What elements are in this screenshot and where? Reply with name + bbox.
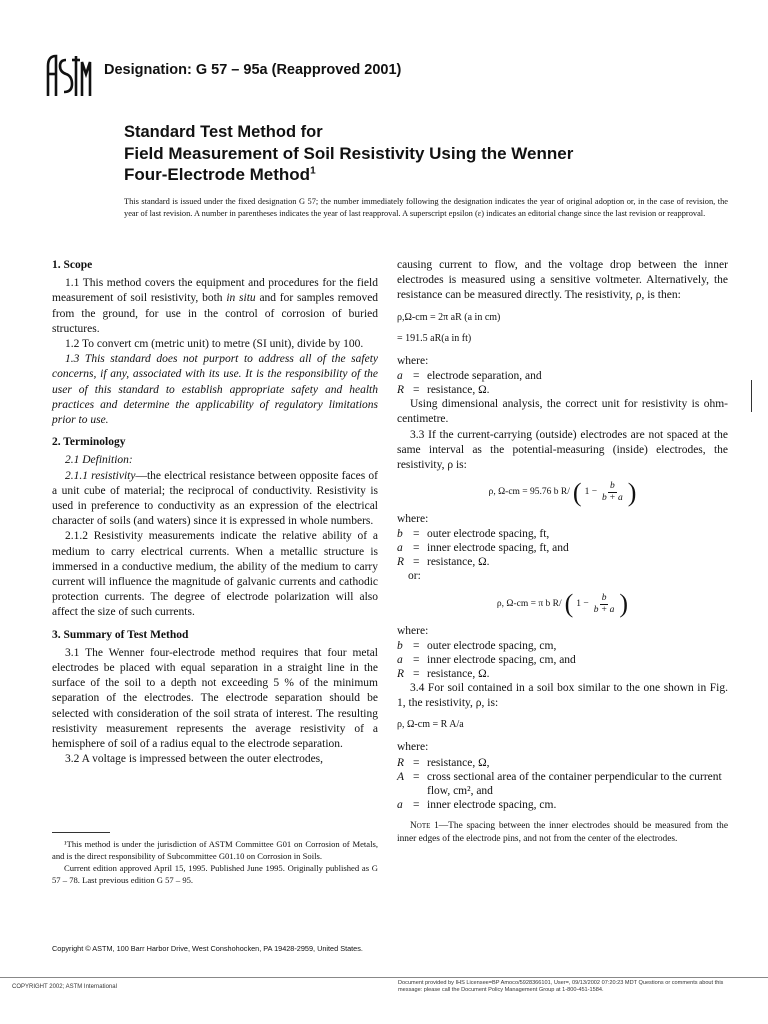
definition-row: [397, 369, 728, 383]
definition-symbol: b: [397, 528, 403, 541]
section-heading-scope: 1. Scope: [52, 259, 93, 271]
note-1-text: —The spacing between the inner electrodes should be measured from the inner edges of the electrode pins, and not from the center of the electrodes.: [397, 820, 728, 844]
definition-symbol: R: [397, 667, 405, 680]
definition-row: [397, 653, 728, 667]
definition-equals: =: [413, 528, 420, 541]
definition-equals: =: [413, 667, 420, 680]
equation-4-lhs: ρ, Ω-cm = π b R/: [496, 598, 562, 609]
paragraph-1-1-end: and for samples removed from the ground, for use in the control of corrosion of buried structures.: [52, 292, 379, 335]
definition-symbol: a: [397, 798, 403, 811]
designation: Designation: G 57 – 95a (Reapproved 2001): [104, 62, 402, 78]
equation-4-denominator: b + a: [593, 604, 615, 615]
definition-equals: =: [413, 384, 420, 397]
equation-3: ρ, Ω-cm = 95.76 b R/ ( 1 − $\frac{b}{b + a}$ ): [488, 477, 637, 507]
definition-text: resistance, Ω.: [427, 667, 490, 680]
equation-3-one: 1 −: [584, 487, 598, 498]
footnote-rule: [52, 832, 110, 833]
footnote-2: Current edition approved April 15, 1995. Published June 1995. Originally published as G 57 – 78. Last previous edition G 57 – 95.: [52, 863, 378, 885]
definition-symbol: b: [397, 639, 403, 652]
definition-text: cross sectional area of the container perpendicular to the current flow, cm², and: [427, 770, 722, 797]
equation-3-denominator: b + a: [602, 493, 623, 504]
where-label-3: where:: [397, 624, 429, 637]
paragraph-3-1: 3.1 The Wenner four-electrode method requires that four metal electrodes be placed with equal separation in a straight line in the surface of the soil to a depth not exceeding 5 % of the minimum separation of the electrodes. The electrode separation should be selected with consideration of the soil strata of interest. The resulting resistivity measurement represents the average resistivity of a hemisphere of soil of a radius equal to the electrode separation.: [52, 646, 378, 751]
definition-row: [397, 527, 728, 541]
title-footnote-mark: 1: [310, 165, 316, 177]
paragraph-1-1-italic: in situ: [226, 292, 256, 305]
definition-text: outer electrode spacing, ft,: [427, 528, 550, 541]
paragraph-1-1: [52, 276, 378, 337]
definition-row: [397, 756, 728, 770]
definition-list-2: [397, 527, 728, 569]
copyright-stamp: COPYRIGHT 2002; ASTM International: [12, 984, 117, 990]
definition-symbol: A: [397, 770, 405, 783]
definition-symbol: a: [397, 370, 403, 383]
paragraph-3-2-start: 3.2 A voltage is impressed between the outer electrodes,: [65, 753, 324, 766]
paragraph-2-1-1: [52, 469, 378, 530]
definition-symbol: a: [397, 653, 403, 666]
definition-equals: =: [413, 542, 420, 555]
or-label: or:: [408, 570, 421, 583]
definition-equals: =: [413, 370, 420, 383]
equation-5: ρ, Ω-cm = R A/a: [397, 719, 464, 731]
title-line-3: [124, 164, 724, 185]
definition-text: inner electrode spacing, ft, and: [427, 542, 569, 555]
right-column: [397, 258, 728, 846]
license-stamp: Document provided by IHS Licensee=BP Amoco/5928366101, User=, 09/13/2002 07:20:23 MDT Questions or comments about this message: please call the Document Policy Management Group at 1-800-451-1584.: [398, 980, 724, 993]
where-label-4: where:: [397, 741, 429, 754]
paragraph-1-3: 1.3 This standard does not purport to address all of the safety concerns, if any, associated with its use. It is the responsibility of the user of this standard to establish appropriate safety and health practices and determine the applicability of regulatory limitations prior to use.: [52, 353, 378, 427]
equation-4: ρ, Ω-cm = π b R/ ( 1 − $\frac{b}{b + a}$ ): [496, 589, 629, 619]
equation-2: = 191.5 aR(a in ft): [397, 332, 472, 344]
definition-equals: =: [413, 639, 420, 652]
definition-row: [397, 667, 728, 681]
definition-equals: =: [413, 756, 420, 769]
definition-equals: =: [413, 770, 420, 783]
definition-symbol: R: [397, 384, 405, 397]
section-heading-terminology: 2. Terminology: [52, 436, 126, 449]
definition-row: [397, 770, 728, 798]
equation-3-lhs: ρ, Ω-cm = 95.76 b R/: [488, 487, 570, 498]
definition-text: outer electrode spacing, cm,: [427, 639, 557, 652]
definition-symbol: R: [397, 556, 405, 569]
definition-symbol: a: [397, 542, 403, 555]
footnotes: [52, 838, 378, 886]
term-resistivity: 2.1.1 resistivity: [65, 469, 136, 482]
definition-equals: =: [413, 556, 420, 569]
where-label-2: where:: [397, 513, 429, 526]
title-line-3-text: Four-Electrode Method: [124, 165, 311, 184]
paragraph-2-1: 2.1 Definition:: [65, 454, 133, 467]
paragraph-3-4: 3.4 For soil contained in a soil box similar to the one shown in Fig. 1, the resistivity, ρ, is:: [397, 681, 728, 710]
definition-row: [397, 798, 728, 812]
equation-4-numerator: b: [601, 592, 607, 603]
paragraph-1-2: 1.2 To convert cm (metric unit) to metre (SI unit), divide by 100.: [65, 338, 364, 351]
equation-3-numerator: b: [610, 481, 615, 492]
equation-4-one: 1 −: [576, 598, 589, 609]
issuance-notice: This standard is issued under the fixed designation G 57; the number immediately following the designation indicates the year of original adoption or, in the case of revision, the year of last revision. A number in parentheses indicates the year of last reapproval. A superscript epsilon (ε) indicates an editorial change since the last revision or reapproval.: [124, 197, 728, 218]
definition-text: resistance, Ω.: [427, 384, 490, 397]
definition-row: [397, 541, 728, 555]
left-column: [52, 258, 378, 768]
note-1-label: Note 1: [410, 820, 439, 831]
definition-text: inner electrode spacing, cm.: [427, 798, 557, 811]
title-line-2: Field Measurement of Soil Resistivity Using the Wenner: [124, 144, 574, 163]
definition-row: [397, 555, 728, 569]
paragraph-3-3: 3.3 If the current-carrying (outside) electrodes are not spaced at the same interval as the potential-measuring (inside) electrodes, the resistivity, ρ is:: [397, 428, 728, 472]
definition-equals: =: [413, 653, 420, 666]
where-label-1: where:: [397, 355, 429, 368]
paragraph-2-1-1-text: —the electrical resistance between opposite faces of a unit cube of material; the reciprocal of conductivity. Resistivity is used in preference to conductivity as an expression of the electrical character of soils (and waters) since it is expressed in whole numbers.: [52, 469, 378, 528]
paragraph-1-1-text: 1.1 This method covers the equipment and procedures for the field measurement of soil resistivity, both: [52, 277, 378, 305]
definition-text: resistance, Ω.: [427, 556, 490, 569]
copyright-line: Copyright © ASTM, 100 Barr Harbor Drive, West Conshohocken, PA 19428-2959, United States.: [52, 944, 363, 953]
note-1: [397, 820, 728, 846]
definition-list-1: [397, 369, 728, 397]
bottom-rule: [0, 977, 768, 978]
definition-list-3: [397, 639, 728, 681]
definition-row: [397, 383, 728, 397]
title-line-1: Standard Test Method for: [124, 123, 323, 141]
definition-equals: =: [413, 798, 420, 811]
definition-text: electrode separation, and: [427, 370, 542, 383]
section-heading-summary: 3. Summary of Test Method: [52, 628, 189, 641]
paragraph-3-2-continued: causing current to flow, and the voltage drop between the inner electrodes is measured using a sensitive voltmeter. Alternatively, the resistance can be measured directly. The resistivity, ρ, is then:: [397, 259, 728, 302]
definition-text: inner electrode spacing, cm, and: [427, 653, 576, 666]
footnote-1: ¹This method is under the jurisdiction of ASTM Committee G01 on Corrosion of Metals, and is the direct responsibility of Subcommittee G01.10 on Corrosion in Soils.: [52, 839, 378, 861]
definition-list-4: [397, 756, 728, 812]
revision-margin-bar: [751, 380, 752, 412]
paragraph-3-2-b: Using dimensional analysis, the correct unit for resistivity is ohm-centimetre.: [397, 398, 728, 426]
definition-text: resistance, Ω,: [427, 756, 490, 769]
document-title: [124, 122, 724, 185]
equation-1: ρ,Ω-cm = 2π aR (a in cm): [397, 311, 501, 323]
definition-row: [397, 639, 728, 653]
paragraph-2-1-2: 2.1.2 Resistivity measurements indicate the relative ability of a medium to carry electrical currents. When a metallic structure is immersed in a conductive medium, the ability of the medium to carry current will influence the magnitude of galvanic currents and cathodic protection currents. The degree of electrode polarization will also affect the size of such currents.: [52, 530, 378, 619]
astm-logo-icon: [42, 52, 92, 100]
definition-symbol: R: [397, 756, 405, 769]
